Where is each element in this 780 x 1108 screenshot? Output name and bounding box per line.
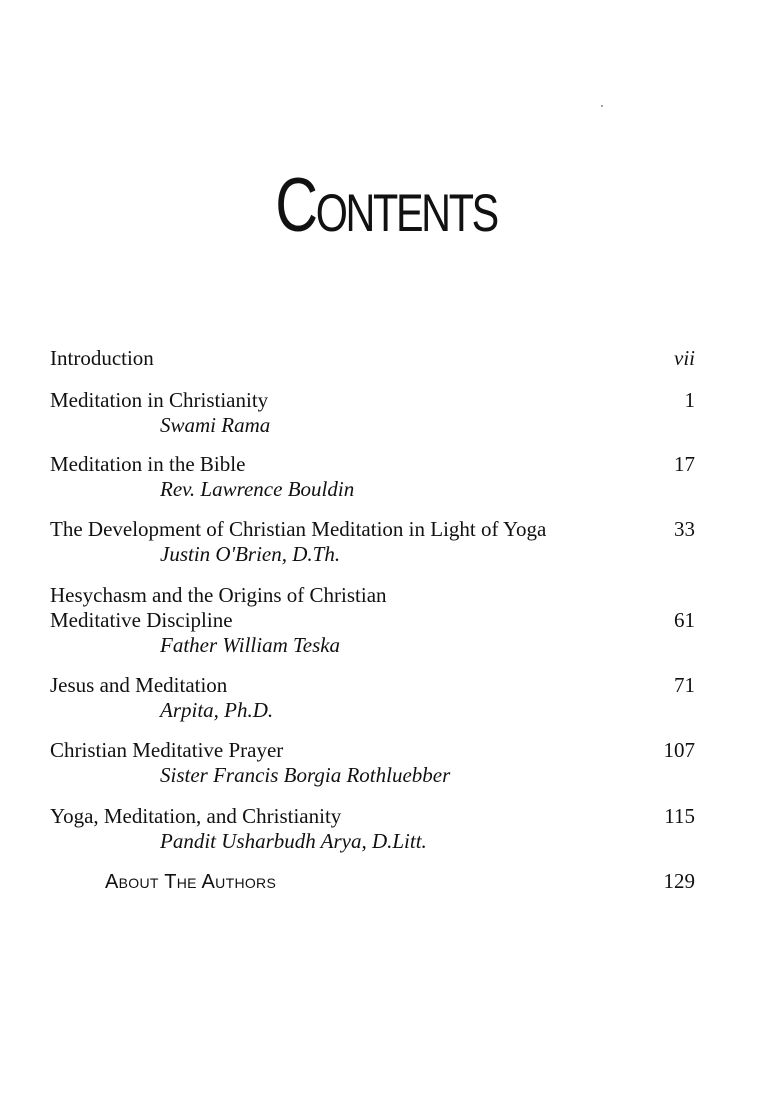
toc-entry-author: Pandit Usharbudh Arya, D.Litt. xyxy=(160,829,427,853)
toc-entry-title-line-2: Meditative Discipline xyxy=(50,608,233,632)
toc-entry-title: About The Authors xyxy=(105,871,277,893)
toc-page-number: 1 xyxy=(684,388,695,412)
toc-entry-title: Yoga, Meditation, and Christianity xyxy=(50,804,342,828)
toc-entry-introduction[interactable] xyxy=(50,346,695,371)
toc-page-number: 61 xyxy=(674,608,695,632)
toc-entry-author: Arpita, Ph.D. xyxy=(160,698,274,722)
toc-entry-author: Rev. Lawrence Bouldin xyxy=(160,477,355,501)
toc-entry-meditation-in-the-bible[interactable] xyxy=(50,452,695,502)
toc-entry-title: The Development of Christian Meditation in Light of Yoga xyxy=(50,517,547,541)
toc-entry-title: Christian Meditative Prayer xyxy=(50,738,284,762)
toc-entry-author: Justin O'Brien, D.Th. xyxy=(160,542,341,566)
toc-entry-jesus-and-meditation[interactable] xyxy=(50,673,695,723)
toc-entry-author: Father William Teska xyxy=(160,633,341,657)
scan-speck xyxy=(601,105,603,107)
toc-page-number: 129 xyxy=(663,869,695,893)
toc-entry-meditation-in-christianity[interactable] xyxy=(50,388,695,438)
toc-entry-christian-meditative-prayer[interactable] xyxy=(50,738,695,788)
toc-page-number: 115 xyxy=(664,804,695,828)
toc-page-number: 33 xyxy=(674,517,695,541)
toc-page-number: vii xyxy=(674,346,695,370)
toc-entry-yoga-meditation-christianity[interactable] xyxy=(50,804,695,854)
toc-entry-title: Meditation in the Bible xyxy=(50,452,246,476)
toc-entry-author: Swami Rama xyxy=(160,413,271,437)
toc-entry-title: Meditation in Christianity xyxy=(50,388,269,412)
toc-entry-development-of-christian-meditation[interactable] xyxy=(50,517,695,567)
toc-page-number: 71 xyxy=(674,673,695,697)
toc-page-number: 107 xyxy=(663,738,695,762)
toc-entry-hesychasm[interactable] xyxy=(50,583,695,658)
toc-entry-title: Jesus and Meditation xyxy=(50,673,228,697)
toc-entry-about-the-authors[interactable] xyxy=(50,869,695,894)
page-title: Contents xyxy=(275,163,497,248)
toc-entry-title-line-1: Hesychasm and the Origins of Christian xyxy=(50,583,387,607)
toc-page-number: 17 xyxy=(674,452,695,476)
toc-entry-title: Introduction xyxy=(50,346,154,370)
toc-entry-author: Sister Francis Borgia Rothluebber xyxy=(160,763,451,787)
